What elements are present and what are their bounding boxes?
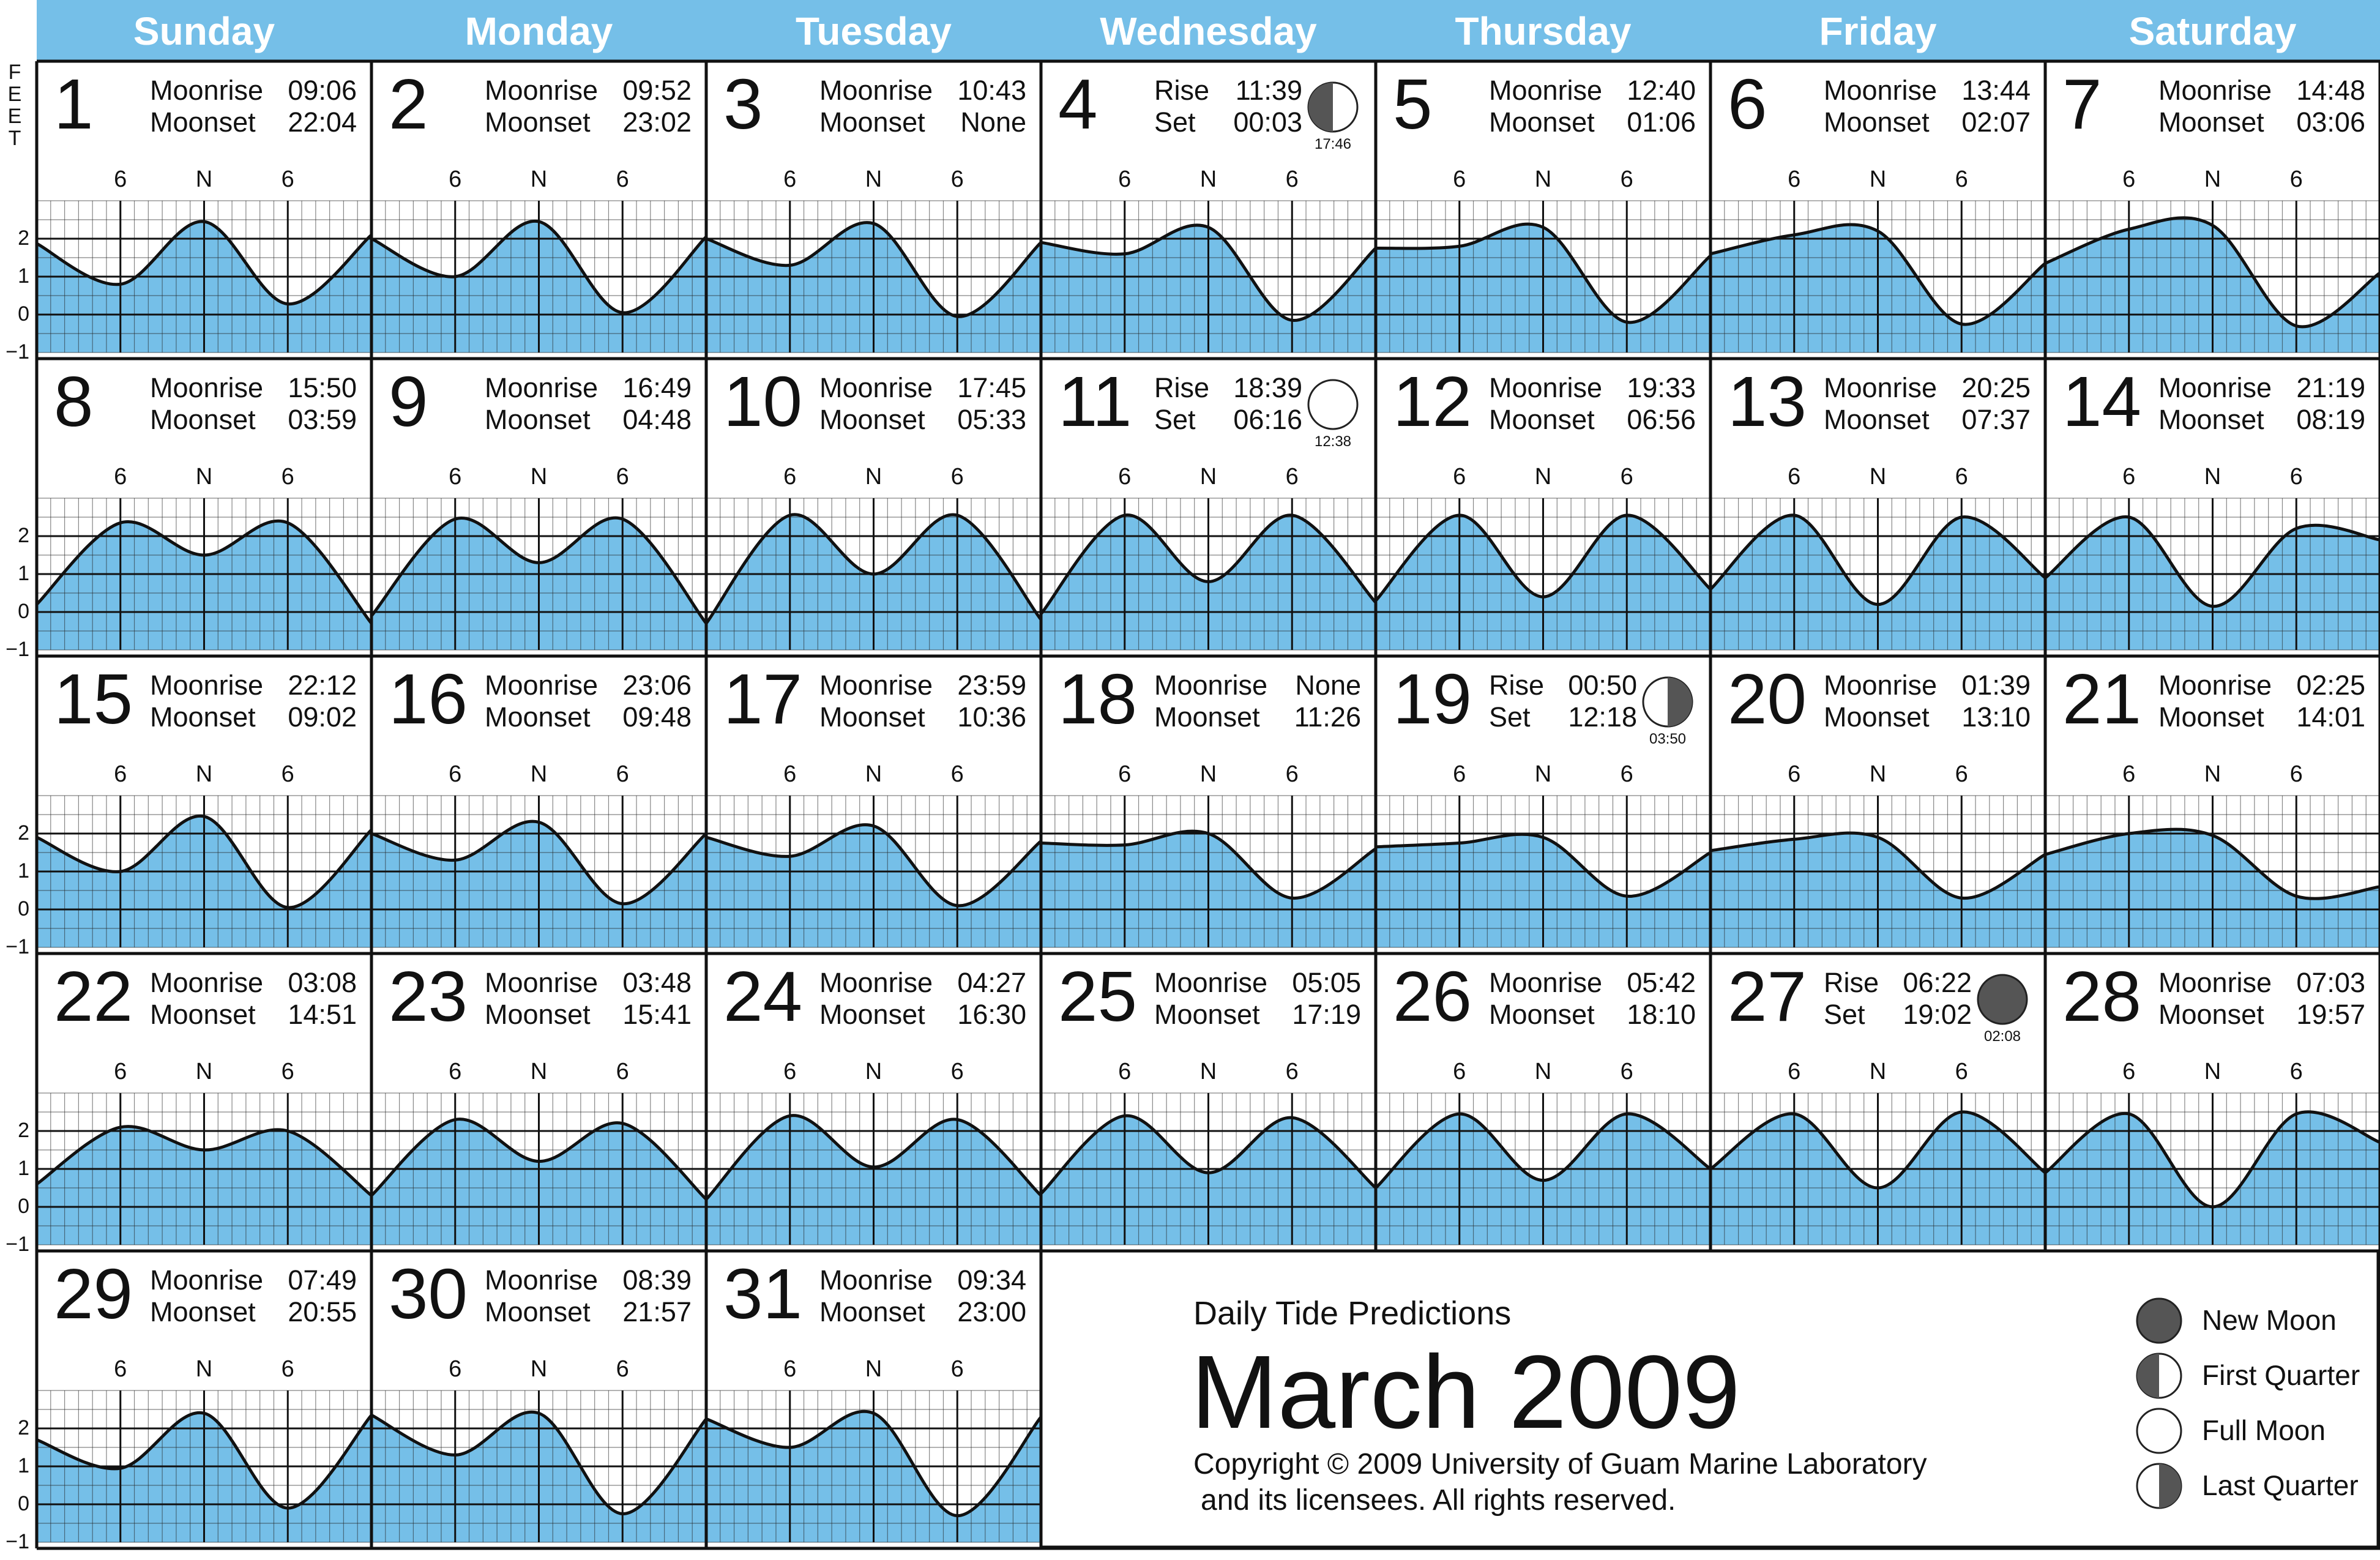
hour-label: 6: [1955, 464, 1968, 490]
hour-label: 6: [616, 1356, 629, 1382]
hour-label: N: [530, 166, 548, 192]
hour-label: 6: [1620, 761, 1633, 787]
hour-label: 6: [449, 1356, 462, 1382]
legend-new-moon-icon: [2137, 1299, 2181, 1343]
moonset-time: 11:26: [1294, 701, 1361, 733]
moonrise-time: 07:49: [288, 1264, 357, 1296]
day-number: 3: [723, 64, 763, 144]
day-number: 24: [723, 957, 803, 1036]
weekday-saturday: Saturday: [2128, 9, 2297, 53]
y-tick-label: 0: [18, 1195, 29, 1218]
weekday-wednesday: Wednesday: [1100, 9, 1317, 53]
moonrise-time: 09:06: [288, 75, 357, 106]
hour-label: 6: [1788, 761, 1801, 787]
hour-label: N: [1869, 166, 1887, 192]
y-tick-label: −1: [6, 638, 29, 661]
moonset-label: Moonset: [1154, 701, 1260, 733]
moonset-label: Moonset: [819, 404, 925, 435]
moonset-time: 03:59: [288, 404, 357, 435]
y-tick-label: 2: [18, 524, 29, 547]
hour-label: 6: [281, 464, 294, 490]
first-moon-icon: [1308, 83, 1357, 132]
hour-label: 6: [1955, 166, 1968, 192]
moonset-label: Moonset: [150, 701, 256, 733]
day-number: 17: [723, 659, 803, 739]
moonset-time: 23:02: [622, 106, 692, 138]
hour-label: 6: [1453, 166, 1466, 192]
hour-label: 6: [281, 1356, 294, 1382]
hour-label: 6: [114, 166, 127, 192]
legend-full-moon-icon: [2137, 1409, 2181, 1453]
moonset-label: Moonset: [2158, 106, 2264, 138]
day-number: 18: [1058, 659, 1138, 739]
hour-label: 6: [1285, 166, 1299, 192]
hour-label: 6: [114, 1059, 127, 1084]
moonrise-time: 18:39: [1233, 372, 1302, 403]
weekday-sunday: Sunday: [133, 9, 275, 53]
moonrise-label: Rise: [1824, 967, 1879, 998]
hour-label: N: [195, 1059, 213, 1084]
hour-label: N: [2204, 761, 2221, 787]
hour-label: 6: [950, 1356, 964, 1382]
hour-label: N: [865, 761, 882, 787]
moonrise-label: Moonrise: [485, 967, 599, 998]
moonset-label: Set: [1824, 999, 1865, 1030]
moonrise-time: 21:19: [2296, 372, 2365, 403]
moonset-label: Moonset: [485, 999, 591, 1030]
copyright-line-1: Copyright © 2009 University of Guam Marine Laboratory: [1193, 1448, 1927, 1480]
hour-label: 6: [1118, 1059, 1132, 1084]
info-subtitle: Daily Tide Predictions: [1193, 1295, 1512, 1332]
day-number: 10: [723, 362, 803, 441]
hour-label: N: [865, 464, 882, 490]
weekday-friday: Friday: [1819, 9, 1937, 53]
moonset-time: 00:03: [1233, 106, 1302, 138]
hour-label: N: [530, 1356, 548, 1382]
hour-label: N: [195, 464, 213, 490]
y-tick-label: 1: [18, 859, 29, 883]
day-number: 14: [2062, 362, 2142, 441]
weekday-monday: Monday: [464, 9, 613, 53]
hour-label: N: [195, 761, 213, 787]
y-tick-label: −1: [6, 1530, 29, 1553]
day-number: 7: [2062, 64, 2102, 144]
y-tick-label: 2: [18, 1119, 29, 1142]
moonset-time: 21:57: [622, 1296, 692, 1327]
moonrise-time: 08:39: [622, 1264, 692, 1296]
hour-label: 6: [783, 1356, 797, 1382]
moonset-label: Moonset: [1824, 106, 1930, 138]
hour-label: N: [865, 166, 882, 192]
moonset-time: 05:33: [957, 404, 1026, 435]
moonrise-time: 07:03: [2296, 967, 2365, 998]
hour-label: N: [530, 761, 548, 787]
hour-label: N: [530, 1059, 548, 1084]
hour-label: 6: [950, 1059, 964, 1084]
day-number: 22: [54, 957, 133, 1036]
weekday-thursday: Thursday: [1455, 9, 1632, 53]
hour-label: 6: [1285, 761, 1299, 787]
moonrise-label: Moonrise: [150, 670, 264, 701]
moonset-label: Set: [1154, 106, 1196, 138]
hour-label: 6: [616, 166, 629, 192]
hour-label: 6: [449, 166, 462, 192]
legend-label: New Moon: [2202, 1304, 2337, 1336]
moonset-time: 06:56: [1627, 404, 1696, 435]
moonset-label: Moonset: [150, 106, 256, 138]
moonset-time: 22:04: [288, 106, 357, 138]
y-tick-label: −1: [6, 340, 29, 364]
moonset-label: Moonset: [150, 1296, 256, 1327]
moonset-label: Moonset: [819, 1296, 925, 1327]
moonrise-label: Rise: [1154, 372, 1210, 403]
legend-label: Last Quarter: [2202, 1469, 2359, 1501]
moonset-time: 01:06: [1627, 106, 1696, 138]
moonrise-label: Moonrise: [150, 75, 264, 106]
day-number: 29: [54, 1254, 133, 1334]
moonset-label: Moonset: [819, 106, 925, 138]
moonset-time: 15:41: [622, 999, 692, 1030]
moonset-time: 19:02: [1903, 999, 1972, 1030]
y-tick-label: 0: [18, 302, 29, 326]
y-tick-label: 2: [18, 1416, 29, 1439]
day-number: 25: [1058, 957, 1138, 1036]
moonset-time: 16:30: [957, 999, 1026, 1030]
moonrise-label: Moonrise: [485, 372, 599, 403]
moonrise-label: Moonrise: [1824, 670, 1938, 701]
hour-label: 6: [950, 166, 964, 192]
hour-label: 6: [783, 761, 797, 787]
day-number: 31: [723, 1254, 803, 1334]
moonset-label: Moonset: [1489, 404, 1595, 435]
moon-phase-time: 12:38: [1314, 433, 1352, 450]
day-number: 30: [389, 1254, 468, 1334]
hour-label: 6: [449, 761, 462, 787]
hour-label: N: [2204, 464, 2221, 490]
y-tick-label: 2: [18, 226, 29, 250]
y-tick-label: 2: [18, 821, 29, 845]
moonrise-label: Moonrise: [819, 75, 933, 106]
moonset-label: Set: [1489, 701, 1531, 733]
hour-label: N: [1869, 464, 1887, 490]
moonset-label: Moonset: [1489, 106, 1595, 138]
moonrise-time: 11:39: [1235, 75, 1302, 106]
moonset-time: 10:36: [957, 701, 1026, 733]
hour-label: 6: [449, 1059, 462, 1084]
moonrise-time: 22:12: [288, 670, 357, 701]
hour-label: 6: [2289, 166, 2303, 192]
day-number: 9: [389, 362, 428, 441]
hour-label: 6: [281, 166, 294, 192]
moonrise-time: 09:34: [957, 1264, 1026, 1296]
hour-label: 6: [114, 1356, 127, 1382]
day-number: 8: [54, 362, 94, 441]
moonset-label: Moonset: [1489, 999, 1595, 1030]
moonrise-label: Moonrise: [819, 967, 933, 998]
day-number: 13: [1728, 362, 1807, 441]
moonrise-label: Moonrise: [485, 670, 599, 701]
moonrise-label: Moonrise: [2158, 670, 2272, 701]
moonrise-time: 05:05: [1292, 967, 1361, 998]
moonset-time: 09:02: [288, 701, 357, 733]
moonrise-label: Rise: [1154, 75, 1210, 106]
hour-label: 6: [2122, 761, 2136, 787]
legend-label: First Quarter: [2202, 1359, 2360, 1391]
moonset-time: None: [960, 106, 1026, 138]
hour-label: 6: [1955, 1059, 1968, 1084]
moonrise-time: 12:40: [1627, 75, 1696, 106]
moonrise-time: 15:50: [288, 372, 357, 403]
hour-label: 6: [114, 464, 127, 490]
hour-label: 6: [1453, 761, 1466, 787]
hour-label: N: [195, 1356, 213, 1382]
moonrise-label: Moonrise: [2158, 75, 2272, 106]
moonrise-label: Moonrise: [819, 372, 933, 403]
y-tick-label: 1: [18, 1454, 29, 1477]
y-tick-label: −1: [6, 935, 29, 958]
hour-label: 6: [1453, 464, 1466, 490]
hour-label: 6: [1453, 1059, 1466, 1084]
moonrise-time: 20:25: [1961, 372, 2031, 403]
day-number: 4: [1058, 64, 1098, 144]
day-number: 26: [1393, 957, 1472, 1036]
moonrise-label: Moonrise: [2158, 967, 2272, 998]
hour-label: N: [1534, 464, 1552, 490]
day-number: 1: [54, 64, 94, 144]
moonrise-time: 13:44: [1961, 75, 2031, 106]
moonset-time: 03:06: [2296, 106, 2365, 138]
hour-label: N: [530, 464, 548, 490]
feet-letter: E: [7, 105, 22, 128]
moonrise-time: 01:39: [1961, 670, 2031, 701]
moonrise-label: Rise: [1489, 670, 1545, 701]
moonrise-label: Moonrise: [819, 1264, 933, 1296]
hour-label: N: [1199, 761, 1217, 787]
moonrise-label: Moonrise: [819, 670, 933, 701]
moonset-label: Moonset: [485, 404, 591, 435]
moonrise-time: 04:27: [957, 967, 1026, 998]
moonrise-label: Moonrise: [1824, 372, 1938, 403]
hour-label: N: [2204, 166, 2221, 192]
moonset-time: 07:37: [1961, 404, 2031, 435]
moonset-label: Moonset: [2158, 701, 2264, 733]
hour-label: 6: [2122, 464, 2136, 490]
hour-label: N: [1199, 166, 1217, 192]
y-tick-label: 0: [18, 1492, 29, 1515]
hour-label: 6: [1118, 761, 1132, 787]
moon-phase-time: 17:46: [1314, 136, 1352, 152]
legend-last-moon-icon: [2137, 1464, 2181, 1508]
day-number: 2: [389, 64, 428, 144]
moonset-label: Moonset: [485, 1296, 591, 1327]
hour-label: 6: [1118, 464, 1132, 490]
moonset-label: Moonset: [1824, 701, 1930, 733]
hour-label: N: [195, 166, 213, 192]
day-number: 6: [1728, 64, 1767, 144]
moonrise-time: 09:52: [622, 75, 692, 106]
hour-label: 6: [449, 464, 462, 490]
day-number: 16: [389, 659, 468, 739]
hour-label: 6: [114, 761, 127, 787]
moonrise-label: Moonrise: [1489, 75, 1603, 106]
moonset-label: Moonset: [819, 999, 925, 1030]
hour-label: 6: [281, 1059, 294, 1084]
hour-label: N: [1869, 761, 1887, 787]
y-tick-label: −1: [6, 1233, 29, 1256]
day-number: 23: [389, 957, 468, 1036]
moonset-time: 18:10: [1627, 999, 1696, 1030]
moonset-time: 14:51: [288, 999, 357, 1030]
hour-label: 6: [783, 166, 797, 192]
y-tick-label: 1: [18, 264, 29, 288]
moonrise-time: 02:25: [2296, 670, 2365, 701]
hour-label: 6: [1285, 1059, 1299, 1084]
full-moon-icon: [1308, 380, 1357, 429]
moonrise-label: Moonrise: [485, 1264, 599, 1296]
moonrise-label: Moonrise: [1489, 372, 1603, 403]
hour-label: 6: [2122, 1059, 2136, 1084]
hour-label: 6: [1788, 166, 1801, 192]
moonset-time: 14:01: [2296, 701, 2365, 733]
day-number: 12: [1393, 362, 1472, 441]
last-moon-icon: [1643, 677, 1692, 726]
moonset-time: 09:48: [622, 701, 692, 733]
moonset-time: 04:48: [622, 404, 692, 435]
moonrise-time: 16:49: [622, 372, 692, 403]
moonrise-label: Moonrise: [1154, 670, 1268, 701]
hour-label: 6: [1788, 464, 1801, 490]
moonset-time: 19:57: [2296, 999, 2365, 1030]
moonrise-label: Moonrise: [150, 967, 264, 998]
y-tick-label: 0: [18, 897, 29, 920]
weekday-tuesday: Tuesday: [796, 9, 952, 53]
moonrise-label: Moonrise: [1489, 967, 1603, 998]
feet-letter: F: [8, 61, 21, 84]
hour-label: 6: [2289, 464, 2303, 490]
hour-label: 6: [616, 464, 629, 490]
moonrise-time: 17:45: [957, 372, 1026, 403]
moonrise-label: Moonrise: [1154, 967, 1268, 998]
day-number: 28: [2062, 957, 2142, 1036]
moon-phase-time: 02:08: [1983, 1028, 2021, 1045]
hour-label: N: [1199, 1059, 1217, 1084]
day-number: 20: [1728, 659, 1807, 739]
hour-label: 6: [1955, 761, 1968, 787]
moonrise-label: Moonrise: [150, 372, 264, 403]
feet-letter: T: [8, 127, 21, 150]
moonset-time: 17:19: [1292, 999, 1361, 1030]
hour-label: 6: [1285, 464, 1299, 490]
hour-label: 6: [2289, 761, 2303, 787]
legend-first-moon-icon: [2137, 1354, 2181, 1398]
hour-label: 6: [783, 464, 797, 490]
hour-label: N: [1199, 464, 1217, 490]
hour-label: 6: [1620, 166, 1633, 192]
moonset-label: Set: [1154, 404, 1196, 435]
y-tick-label: 1: [18, 1157, 29, 1180]
y-tick-label: 1: [18, 562, 29, 585]
moonrise-time: 05:42: [1627, 967, 1696, 998]
hour-label: 6: [950, 464, 964, 490]
hour-label: N: [1534, 166, 1552, 192]
moonrise-time: 00:50: [1568, 670, 1637, 701]
hour-label: 6: [1620, 464, 1633, 490]
month-title: March 2009: [1191, 1334, 1740, 1450]
day-number: 5: [1393, 64, 1433, 144]
moon-phase-time: 03:50: [1649, 731, 1687, 747]
hour-label: 6: [616, 1059, 629, 1084]
hour-label: N: [865, 1059, 882, 1084]
moonset-time: 13:10: [1961, 701, 2031, 733]
moonset-label: Moonset: [485, 106, 591, 138]
moonrise-label: Moonrise: [150, 1264, 264, 1296]
moonset-label: Moonset: [485, 701, 591, 733]
hour-label: N: [2204, 1059, 2221, 1084]
feet-letter: E: [7, 83, 22, 106]
hour-label: 6: [783, 1059, 797, 1084]
day-number: 15: [54, 659, 133, 739]
hour-label: 6: [1620, 1059, 1633, 1084]
moonrise-time: 23:59: [957, 670, 1026, 701]
new-moon-icon: [1978, 975, 2027, 1024]
hour-label: 6: [616, 761, 629, 787]
moonset-label: Moonset: [819, 701, 925, 733]
moonrise-time: 10:43: [957, 75, 1026, 106]
hour-label: N: [1869, 1059, 1887, 1084]
moonset-time: 06:16: [1233, 404, 1302, 435]
day-number: 27: [1728, 957, 1807, 1036]
y-tick-label: 0: [18, 600, 29, 623]
hour-label: N: [865, 1356, 882, 1382]
moonset-time: 08:19: [2296, 404, 2365, 435]
hour-label: 6: [2289, 1059, 2303, 1084]
moonset-label: Moonset: [2158, 404, 2264, 435]
moonset-label: Moonset: [150, 999, 256, 1030]
hour-label: N: [1534, 761, 1552, 787]
moonrise-time: None: [1295, 670, 1361, 701]
moonset-time: 23:00: [957, 1296, 1026, 1327]
moonrise-time: 06:22: [1903, 967, 1972, 998]
moonset-time: 02:07: [1961, 106, 2031, 138]
legend-label: Full Moon: [2202, 1414, 2326, 1446]
moonrise-label: Moonrise: [485, 75, 599, 106]
moonrise-label: Moonrise: [2158, 372, 2272, 403]
hour-label: 6: [950, 761, 964, 787]
hour-label: 6: [2122, 166, 2136, 192]
moonset-time: 12:18: [1568, 701, 1637, 733]
hour-label: 6: [281, 761, 294, 787]
moonrise-label: Moonrise: [1824, 75, 1938, 106]
moonrise-time: 03:08: [288, 967, 357, 998]
moonset-label: Moonset: [1154, 999, 1260, 1030]
moonset-time: 20:55: [288, 1296, 357, 1327]
copyright-line-2: and its licensees. All rights reserved.: [1201, 1484, 1676, 1517]
hour-label: 6: [1118, 166, 1132, 192]
moonset-label: Moonset: [1824, 404, 1930, 435]
hour-label: 6: [1788, 1059, 1801, 1084]
moonrise-time: 23:06: [622, 670, 692, 701]
day-number: 19: [1393, 659, 1472, 739]
moonrise-time: 19:33: [1627, 372, 1696, 403]
moonset-label: Moonset: [2158, 999, 2264, 1030]
moonrise-time: 14:48: [2296, 75, 2365, 106]
day-number: 21: [2062, 659, 2142, 739]
hour-label: N: [1534, 1059, 1552, 1084]
day-number: 11: [1058, 362, 1132, 441]
moonset-label: Moonset: [150, 404, 256, 435]
moonrise-time: 03:48: [622, 967, 692, 998]
